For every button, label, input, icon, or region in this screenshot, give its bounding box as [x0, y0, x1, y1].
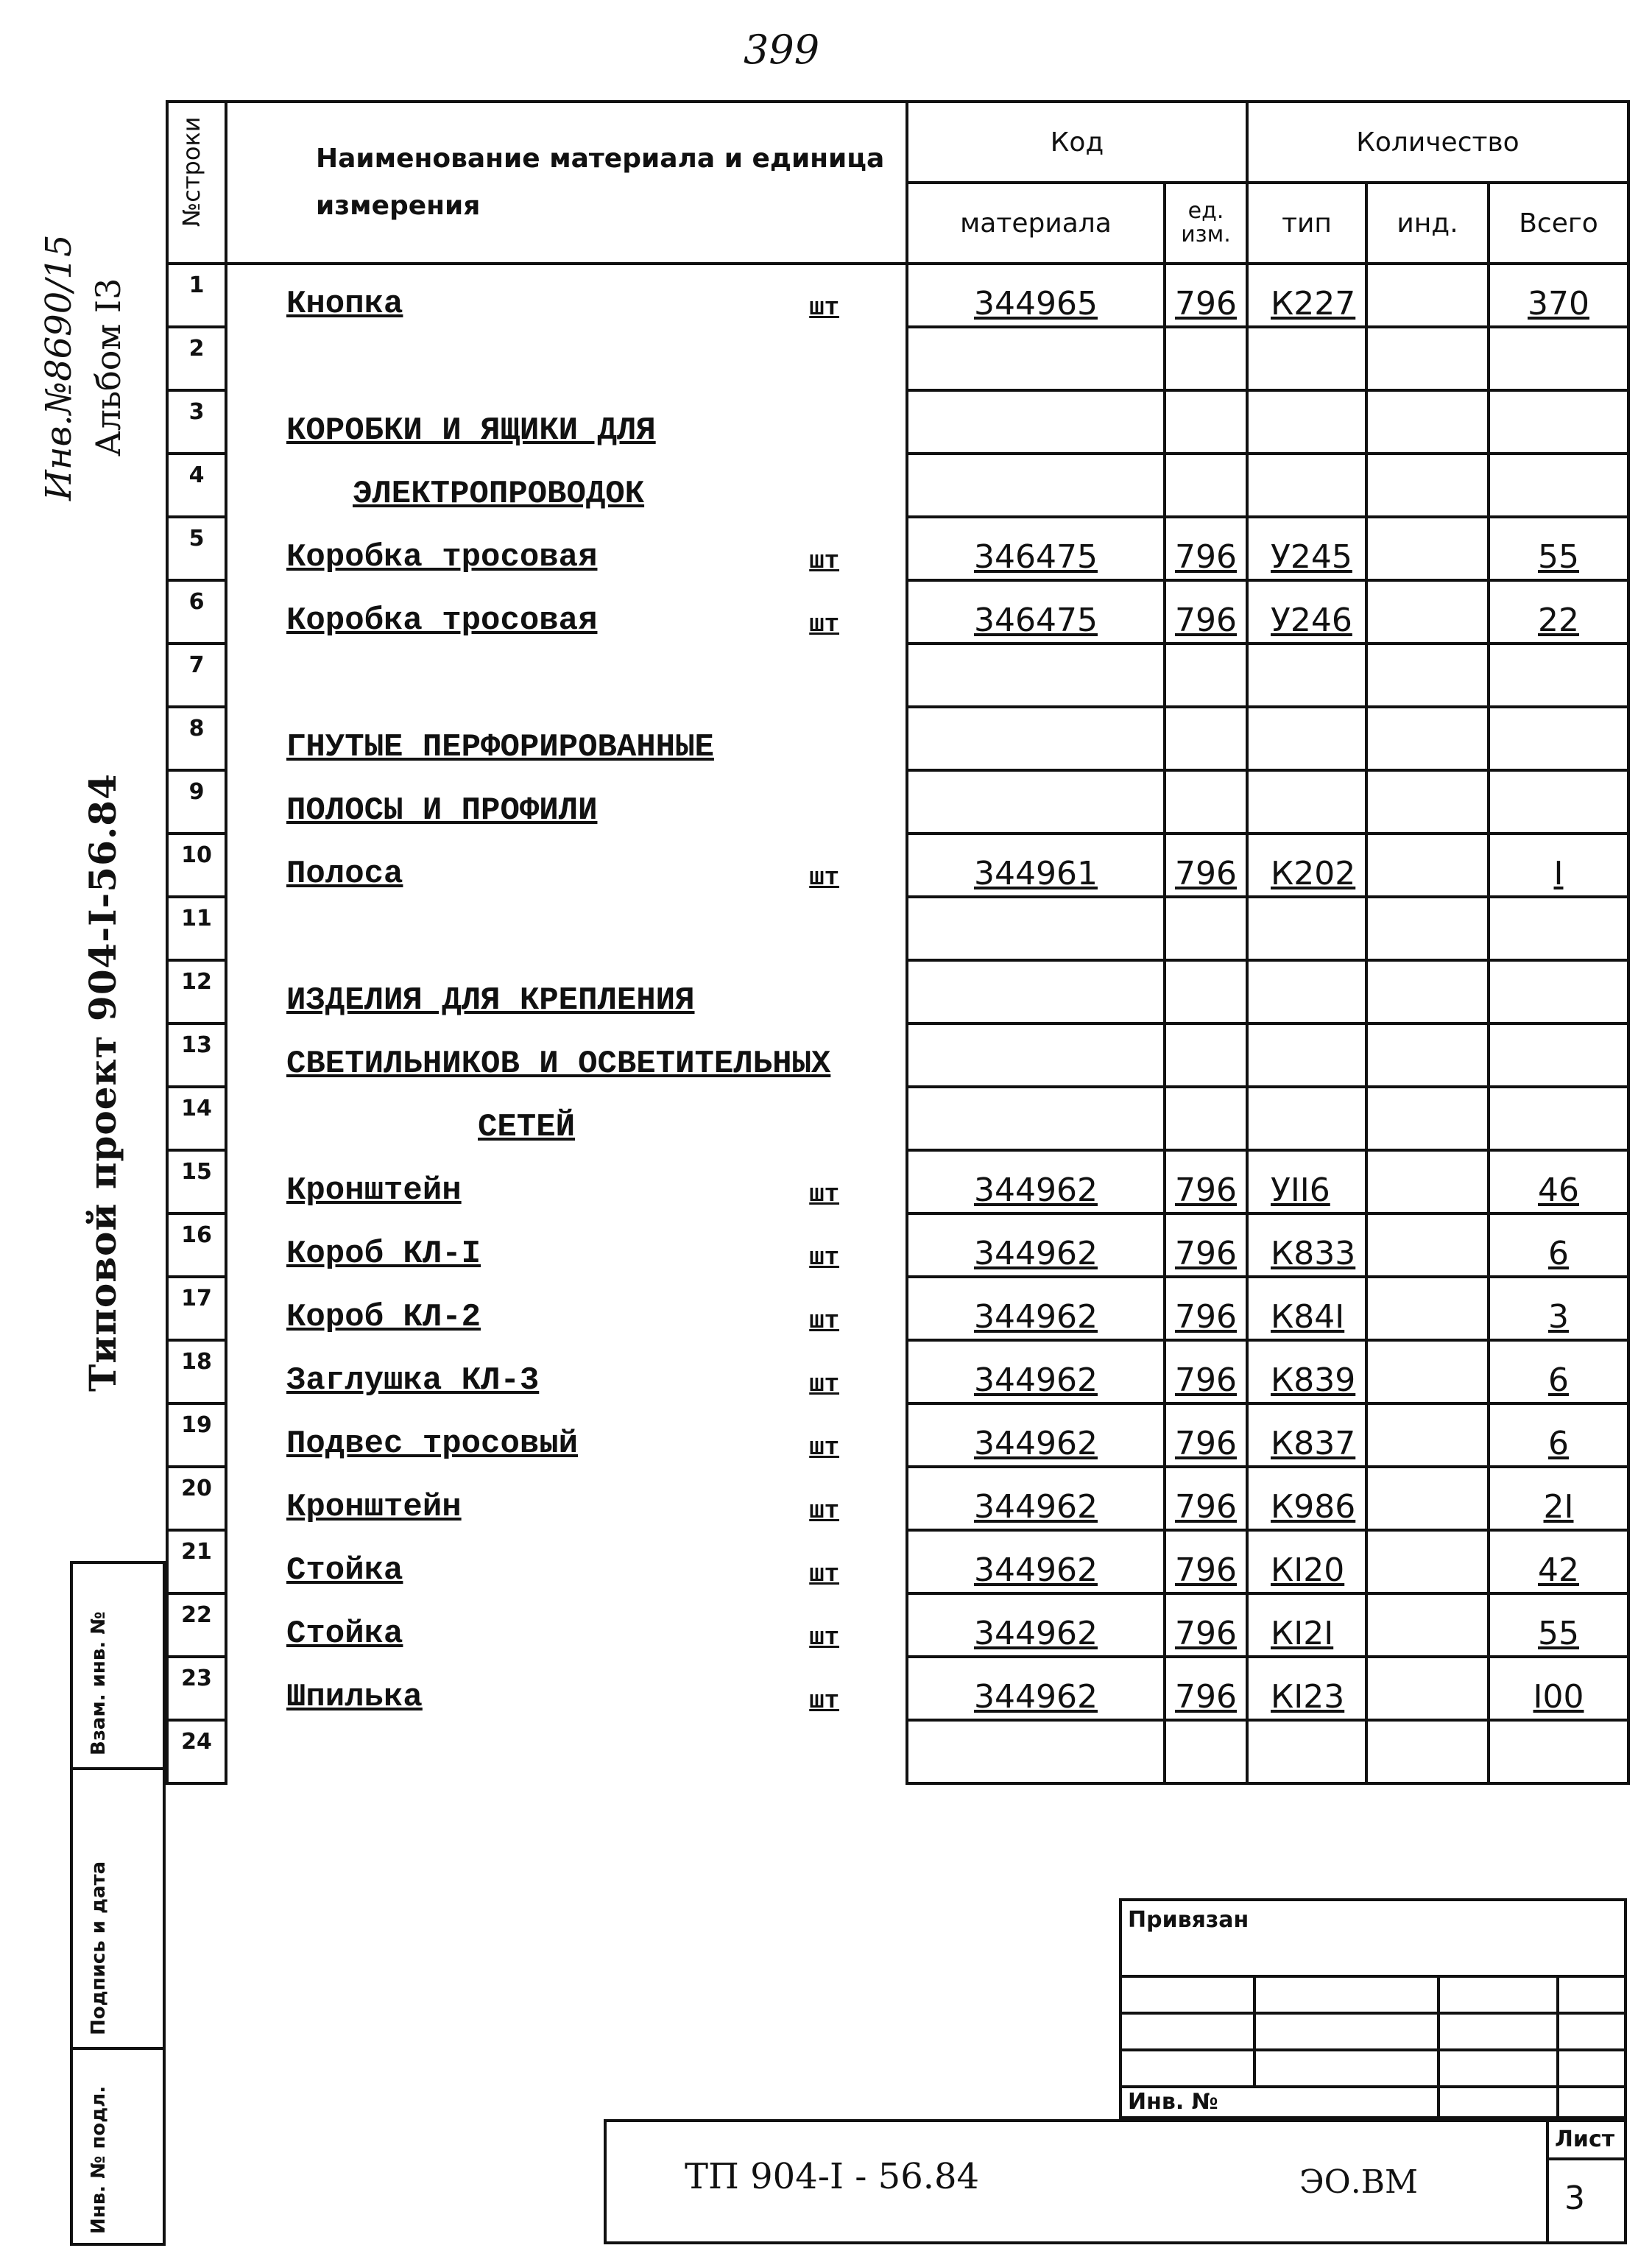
table-row	[167, 580, 1628, 644]
project-label: Типовой проект 904-I-56.84	[81, 773, 124, 1392]
material-name	[226, 1087, 907, 1150]
material-name-text: Кронштейн	[286, 1489, 462, 1526]
type-code	[1247, 1087, 1366, 1150]
material-code: 344962	[907, 1467, 1165, 1530]
material-name	[226, 1340, 907, 1403]
unit-code	[1165, 897, 1247, 960]
unit-code: 796	[1165, 1213, 1247, 1277]
title-block-privyazan	[1119, 1898, 1627, 2119]
row-number: 16	[167, 1213, 226, 1277]
unit-code	[1165, 454, 1247, 517]
material-unit: шт	[809, 1181, 839, 1209]
table-row	[167, 264, 1628, 327]
index-value	[1366, 1340, 1489, 1403]
table-row	[167, 1277, 1628, 1340]
material-unit: шт	[809, 1308, 839, 1336]
table-row	[167, 1720, 1628, 1783]
material-name-text: Кнопка	[286, 286, 403, 323]
total-quantity: 3	[1489, 1277, 1628, 1340]
index-value	[1366, 1150, 1489, 1213]
index-value	[1366, 264, 1489, 327]
table-row	[167, 1657, 1628, 1720]
row-number: 4	[167, 454, 226, 517]
material-code	[907, 454, 1165, 517]
material-code: 344962	[907, 1403, 1165, 1467]
material-name-text: ЭЛЕКТРОПРОВОДОК	[353, 476, 645, 512]
inv-no-label: Инв. №	[1128, 2089, 1218, 2115]
material-name	[226, 897, 907, 960]
index-value	[1366, 327, 1489, 390]
type-code	[1247, 454, 1366, 517]
table-row	[167, 1403, 1628, 1467]
material-code: 344962	[907, 1213, 1165, 1277]
type-code: К837	[1247, 1403, 1366, 1467]
row-number: 5	[167, 517, 226, 580]
material-name	[226, 1530, 907, 1593]
type-code	[1247, 327, 1366, 390]
header-vsego: Всего	[1489, 183, 1628, 264]
row-number: 22	[167, 1593, 226, 1657]
total-quantity: 55	[1489, 1593, 1628, 1657]
total-quantity: 55	[1489, 517, 1628, 580]
material-unit: шт	[809, 864, 839, 892]
index-value	[1366, 1657, 1489, 1720]
material-code	[907, 707, 1165, 770]
total-quantity: 42	[1489, 1530, 1628, 1593]
material-name	[226, 1403, 907, 1467]
type-code: К839	[1247, 1340, 1366, 1403]
material-name-text: Стойка	[286, 1616, 403, 1652]
material-name	[226, 264, 907, 327]
unit-code: 796	[1165, 1530, 1247, 1593]
material-name	[226, 1593, 907, 1657]
privyazan-label: Привязан	[1128, 1907, 1249, 1933]
sheet-number: 3	[1564, 2180, 1585, 2217]
material-code: 344962	[907, 1150, 1165, 1213]
total-quantity	[1489, 454, 1628, 517]
total-quantity: 6	[1489, 1340, 1628, 1403]
total-quantity: 2I	[1489, 1467, 1628, 1530]
total-quantity	[1489, 644, 1628, 707]
approval-stamp-column	[70, 1561, 166, 2246]
material-unit: шт	[809, 295, 839, 323]
material-name	[226, 390, 907, 454]
material-name	[226, 1467, 907, 1530]
row-number: 9	[167, 770, 226, 834]
material-code	[907, 1087, 1165, 1150]
material-code: 344965	[907, 264, 1165, 327]
index-value	[1366, 390, 1489, 454]
stamp-inv-podl: Инв. № подл.	[88, 2085, 110, 2234]
unit-code	[1165, 960, 1247, 1023]
total-quantity	[1489, 960, 1628, 1023]
total-quantity: 6	[1489, 1403, 1628, 1467]
type-code	[1247, 960, 1366, 1023]
material-name-text: Шпилька	[286, 1679, 423, 1716]
material-code	[907, 1720, 1165, 1783]
table-row	[167, 517, 1628, 580]
material-name-text: Заглушка КЛ-3	[286, 1362, 540, 1399]
material-name	[226, 1657, 907, 1720]
material-code: 346475	[907, 517, 1165, 580]
unit-code	[1165, 327, 1247, 390]
row-number: 13	[167, 1023, 226, 1087]
album-label: Альбом I3	[88, 278, 128, 457]
total-quantity	[1489, 707, 1628, 770]
total-quantity: I	[1489, 834, 1628, 897]
type-code: КI23	[1247, 1657, 1366, 1720]
unit-code: 796	[1165, 1657, 1247, 1720]
index-value	[1366, 1277, 1489, 1340]
table-row	[167, 1467, 1628, 1530]
material-name-text: СЕТЕЙ	[478, 1109, 576, 1146]
material-name	[226, 834, 907, 897]
row-number: 7	[167, 644, 226, 707]
type-code: К84I	[1247, 1277, 1366, 1340]
material-code: 344962	[907, 1530, 1165, 1593]
row-number: 24	[167, 1720, 226, 1783]
type-code: К833	[1247, 1213, 1366, 1277]
index-value	[1366, 517, 1489, 580]
header-row-number: №строки	[167, 102, 226, 264]
index-value	[1366, 1467, 1489, 1530]
unit-code	[1165, 1720, 1247, 1783]
type-code: К227	[1247, 264, 1366, 327]
material-name-text: СВЕТИЛЬНИКОВ И ОСВЕТИТЕЛЬНЫХ	[286, 1046, 831, 1082]
unit-code: 796	[1165, 834, 1247, 897]
index-value	[1366, 897, 1489, 960]
total-quantity	[1489, 327, 1628, 390]
table-row	[167, 1150, 1628, 1213]
material-name	[226, 327, 907, 390]
stamp-vzam-inv: Взам. инв. №	[73, 1564, 163, 1770]
material-name	[226, 644, 907, 707]
material-code	[907, 1023, 1165, 1087]
material-code: 344961	[907, 834, 1165, 897]
table-row	[167, 1023, 1628, 1087]
material-name-text: Коробка тросовая	[286, 602, 598, 639]
row-number: 18	[167, 1340, 226, 1403]
material-code	[907, 327, 1165, 390]
page-number: 399	[744, 27, 820, 73]
material-code: 344962	[907, 1593, 1165, 1657]
total-quantity: I00	[1489, 1657, 1628, 1720]
table-row	[167, 1340, 1628, 1403]
table-row	[167, 834, 1628, 897]
sheet-label: Лист	[1555, 2127, 1615, 2152]
row-number: 17	[167, 1277, 226, 1340]
table-row	[167, 454, 1628, 517]
unit-code	[1165, 644, 1247, 707]
row-number: 11	[167, 897, 226, 960]
table-row	[167, 770, 1628, 834]
row-number: 6	[167, 580, 226, 644]
table-row	[167, 1213, 1628, 1277]
index-value	[1366, 1530, 1489, 1593]
type-code: КI2I	[1247, 1593, 1366, 1657]
header-ind: инд.	[1366, 183, 1489, 264]
material-unit: шт	[809, 1561, 839, 1589]
row-number: 14	[167, 1087, 226, 1150]
material-unit: шт	[809, 1371, 839, 1399]
table-row	[167, 1530, 1628, 1593]
material-name	[226, 1023, 907, 1087]
inventory-handwritten: Инв.№8690/15	[38, 234, 80, 501]
type-code: У246	[1247, 580, 1366, 644]
material-name-text: ИЗДЕЛИЯ ДЛЯ КРЕПЛЕНИЯ	[286, 982, 695, 1019]
row-number: 10	[167, 834, 226, 897]
header-tip: тип	[1247, 183, 1366, 264]
material-name-text: КОРОБКИ И ЯЩИКИ ДЛЯ	[286, 412, 656, 449]
index-value	[1366, 454, 1489, 517]
type-code	[1247, 644, 1366, 707]
material-code: 344962	[907, 1657, 1165, 1720]
table-row	[167, 897, 1628, 960]
material-name	[226, 707, 907, 770]
type-code	[1247, 390, 1366, 454]
sheet-separator	[1546, 2157, 1627, 2160]
unit-code: 796	[1165, 1340, 1247, 1403]
total-quantity	[1489, 1023, 1628, 1087]
material-unit: шт	[809, 1624, 839, 1652]
type-code: У245	[1247, 517, 1366, 580]
material-code: 344962	[907, 1277, 1165, 1340]
total-quantity	[1489, 897, 1628, 960]
material-unit: шт	[809, 1498, 839, 1526]
material-code	[907, 960, 1165, 1023]
material-name-text: Стойка	[286, 1552, 403, 1589]
row-number: 19	[167, 1403, 226, 1467]
type-code: КI20	[1247, 1530, 1366, 1593]
material-code: 346475	[907, 580, 1165, 644]
table-row	[167, 644, 1628, 707]
material-name-text: Кронштейн	[286, 1172, 462, 1209]
unit-code: 796	[1165, 1277, 1247, 1340]
total-quantity	[1489, 1720, 1628, 1783]
material-code	[907, 644, 1165, 707]
index-value	[1366, 1023, 1489, 1087]
material-name-text: ПОЛОСЫ И ПРОФИЛИ	[286, 792, 598, 829]
unit-code: 796	[1165, 517, 1247, 580]
material-name	[226, 770, 907, 834]
table-row	[167, 390, 1628, 454]
total-quantity	[1489, 1087, 1628, 1150]
unit-code: 796	[1165, 1593, 1247, 1657]
unit-code: 796	[1165, 264, 1247, 327]
row-number: 8	[167, 707, 226, 770]
table-row	[167, 707, 1628, 770]
header-material: материала	[907, 183, 1165, 264]
material-name	[226, 517, 907, 580]
material-name-text: Подвес тросовый	[286, 1426, 579, 1462]
index-value	[1366, 1213, 1489, 1277]
index-value	[1366, 580, 1489, 644]
type-code: УII6	[1247, 1150, 1366, 1213]
index-value	[1366, 770, 1489, 834]
row-number: 21	[167, 1530, 226, 1593]
unit-code	[1165, 1087, 1247, 1150]
type-code	[1247, 897, 1366, 960]
material-code	[907, 390, 1165, 454]
project-code: ТП 904-I - 56.84	[685, 2156, 980, 2197]
total-quantity: 370	[1489, 264, 1628, 327]
row-number: 3	[167, 390, 226, 454]
header-kolichestvo: Количество	[1247, 102, 1628, 183]
type-code	[1247, 1720, 1366, 1783]
row-number: 1	[167, 264, 226, 327]
material-name-text: Полоса	[286, 856, 403, 892]
index-value	[1366, 1593, 1489, 1657]
material-name	[226, 1150, 907, 1213]
stamp-podpis-data: Подпись и дата	[73, 1770, 163, 2050]
unit-code	[1165, 707, 1247, 770]
type-code	[1247, 770, 1366, 834]
material-name-text: Короб КЛ-2	[286, 1299, 481, 1336]
type-code	[1247, 1023, 1366, 1087]
header-kod: Код	[907, 102, 1247, 183]
material-unit: шт	[809, 548, 839, 576]
material-name	[226, 580, 907, 644]
table-row	[167, 1593, 1628, 1657]
unit-code	[1165, 390, 1247, 454]
type-code: К202	[1247, 834, 1366, 897]
index-value	[1366, 834, 1489, 897]
material-code	[907, 770, 1165, 834]
material-code: 344962	[907, 1340, 1165, 1403]
index-value	[1366, 707, 1489, 770]
total-quantity: 6	[1489, 1213, 1628, 1277]
material-name	[226, 454, 907, 517]
document-code: ЭО.ВМ	[1299, 2163, 1419, 2201]
unit-code: 796	[1165, 1403, 1247, 1467]
material-name-text: Коробка тросовая	[286, 539, 598, 576]
material-unit: шт	[809, 1244, 839, 1272]
material-name-text: ГНУТЫЕ ПЕРФОРИРОВАННЫЕ	[286, 729, 714, 766]
total-quantity	[1489, 770, 1628, 834]
header-name: Наименование материала и единица измерения	[226, 102, 907, 264]
material-name	[226, 1277, 907, 1340]
row-number: 2	[167, 327, 226, 390]
index-value	[1366, 1720, 1489, 1783]
material-unit: шт	[809, 1688, 839, 1716]
material-unit: шт	[809, 611, 839, 639]
row-number: 12	[167, 960, 226, 1023]
table-row	[167, 960, 1628, 1023]
total-quantity: 22	[1489, 580, 1628, 644]
unit-code: 796	[1165, 1467, 1247, 1530]
material-name	[226, 1720, 907, 1783]
material-name-text: Короб КЛ-I	[286, 1236, 481, 1272]
header-ed-izm: ед. изм.	[1165, 183, 1247, 264]
unit-code: 796	[1165, 1150, 1247, 1213]
materials-table	[166, 100, 1630, 1785]
index-value	[1366, 1403, 1489, 1467]
total-quantity	[1489, 390, 1628, 454]
type-code	[1247, 707, 1366, 770]
material-code	[907, 897, 1165, 960]
type-code: К986	[1247, 1467, 1366, 1530]
row-number: 20	[167, 1467, 226, 1530]
material-unit: шт	[809, 1434, 839, 1462]
index-value	[1366, 1087, 1489, 1150]
table-row	[167, 1087, 1628, 1150]
index-value	[1366, 960, 1489, 1023]
unit-code	[1165, 1023, 1247, 1087]
material-name	[226, 1213, 907, 1277]
unit-code	[1165, 770, 1247, 834]
material-name	[226, 960, 907, 1023]
total-quantity: 46	[1489, 1150, 1628, 1213]
unit-code: 796	[1165, 580, 1247, 644]
row-number: 15	[167, 1150, 226, 1213]
index-value	[1366, 644, 1489, 707]
row-number: 23	[167, 1657, 226, 1720]
table-row	[167, 327, 1628, 390]
